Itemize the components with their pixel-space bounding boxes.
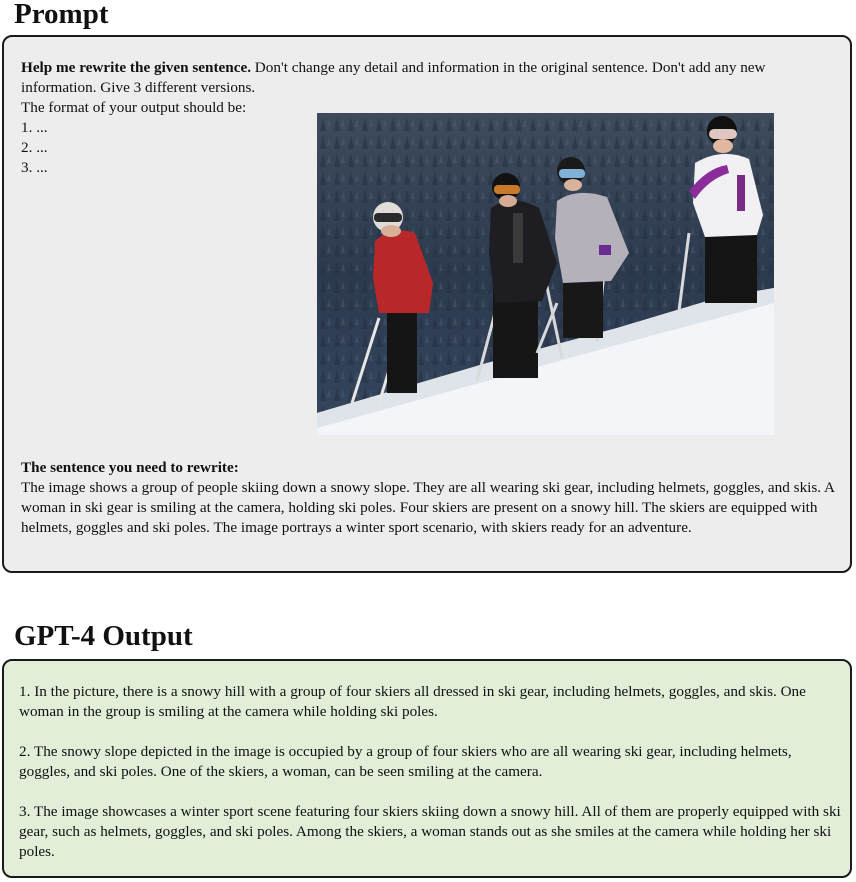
format-line: The format of your output should be: bbox=[21, 99, 247, 116]
output-item: 3. The image showcases a winter sport scene featuring four skiers skiing down a snowy hill. All of them are properly equipped with ski gear, such as helmets, goggles, and ski poles. Among the skiers, a woman stands out as she smiles at the camera while holding her ski poles. bbox=[19, 803, 841, 860]
prompt-title: Prompt bbox=[14, 0, 109, 30]
instruction-rest: Don't change any detail and information in the original sentence. Don't add any new information. Give 3 different versions. bbox=[21, 59, 766, 96]
output-item: 2. The snowy slope depicted in the image is occupied by a group of four skiers who are all wearing ski gear, including helmets, goggles, and ski poles. One of the skiers, a woman, can be seen smiling at the camera. bbox=[19, 743, 792, 780]
output-title: GPT-4 Output bbox=[14, 620, 193, 652]
output-list bbox=[19, 682, 841, 882]
sentence-text: The image shows a group of people skiing down a snowy slope. They are all wearing ski gear, including helmets, goggles, and skis. A woman in ski gear is smiling at the camera, holding ski poles. Four skiers are present on a snowy hill. The skiers are equipped with helmets, goggles and ski poles. The image portrays a winter sport scenario, with skiers ready for an adventure. bbox=[21, 479, 835, 536]
format-item: 2. ... bbox=[21, 139, 48, 156]
prompt-box bbox=[2, 35, 852, 573]
format-item: 1. ... bbox=[21, 119, 48, 136]
output-item: 1. In the picture, there is a snowy hill with a group of four skiers all dressed in ski gear, including helmets, goggles, and skis. One woman in the group is smiling at the camera while holding ski poles. bbox=[19, 683, 806, 720]
ski-photo bbox=[317, 113, 774, 435]
sentence-heading: The sentence you need to rewrite: bbox=[21, 459, 239, 476]
instruction-paragraph bbox=[21, 58, 843, 98]
sentence-block bbox=[21, 458, 843, 538]
instruction-bold: Help me rewrite the given sentence. bbox=[21, 59, 251, 76]
output-box bbox=[2, 659, 852, 878]
format-item: 3. ... bbox=[21, 159, 48, 176]
